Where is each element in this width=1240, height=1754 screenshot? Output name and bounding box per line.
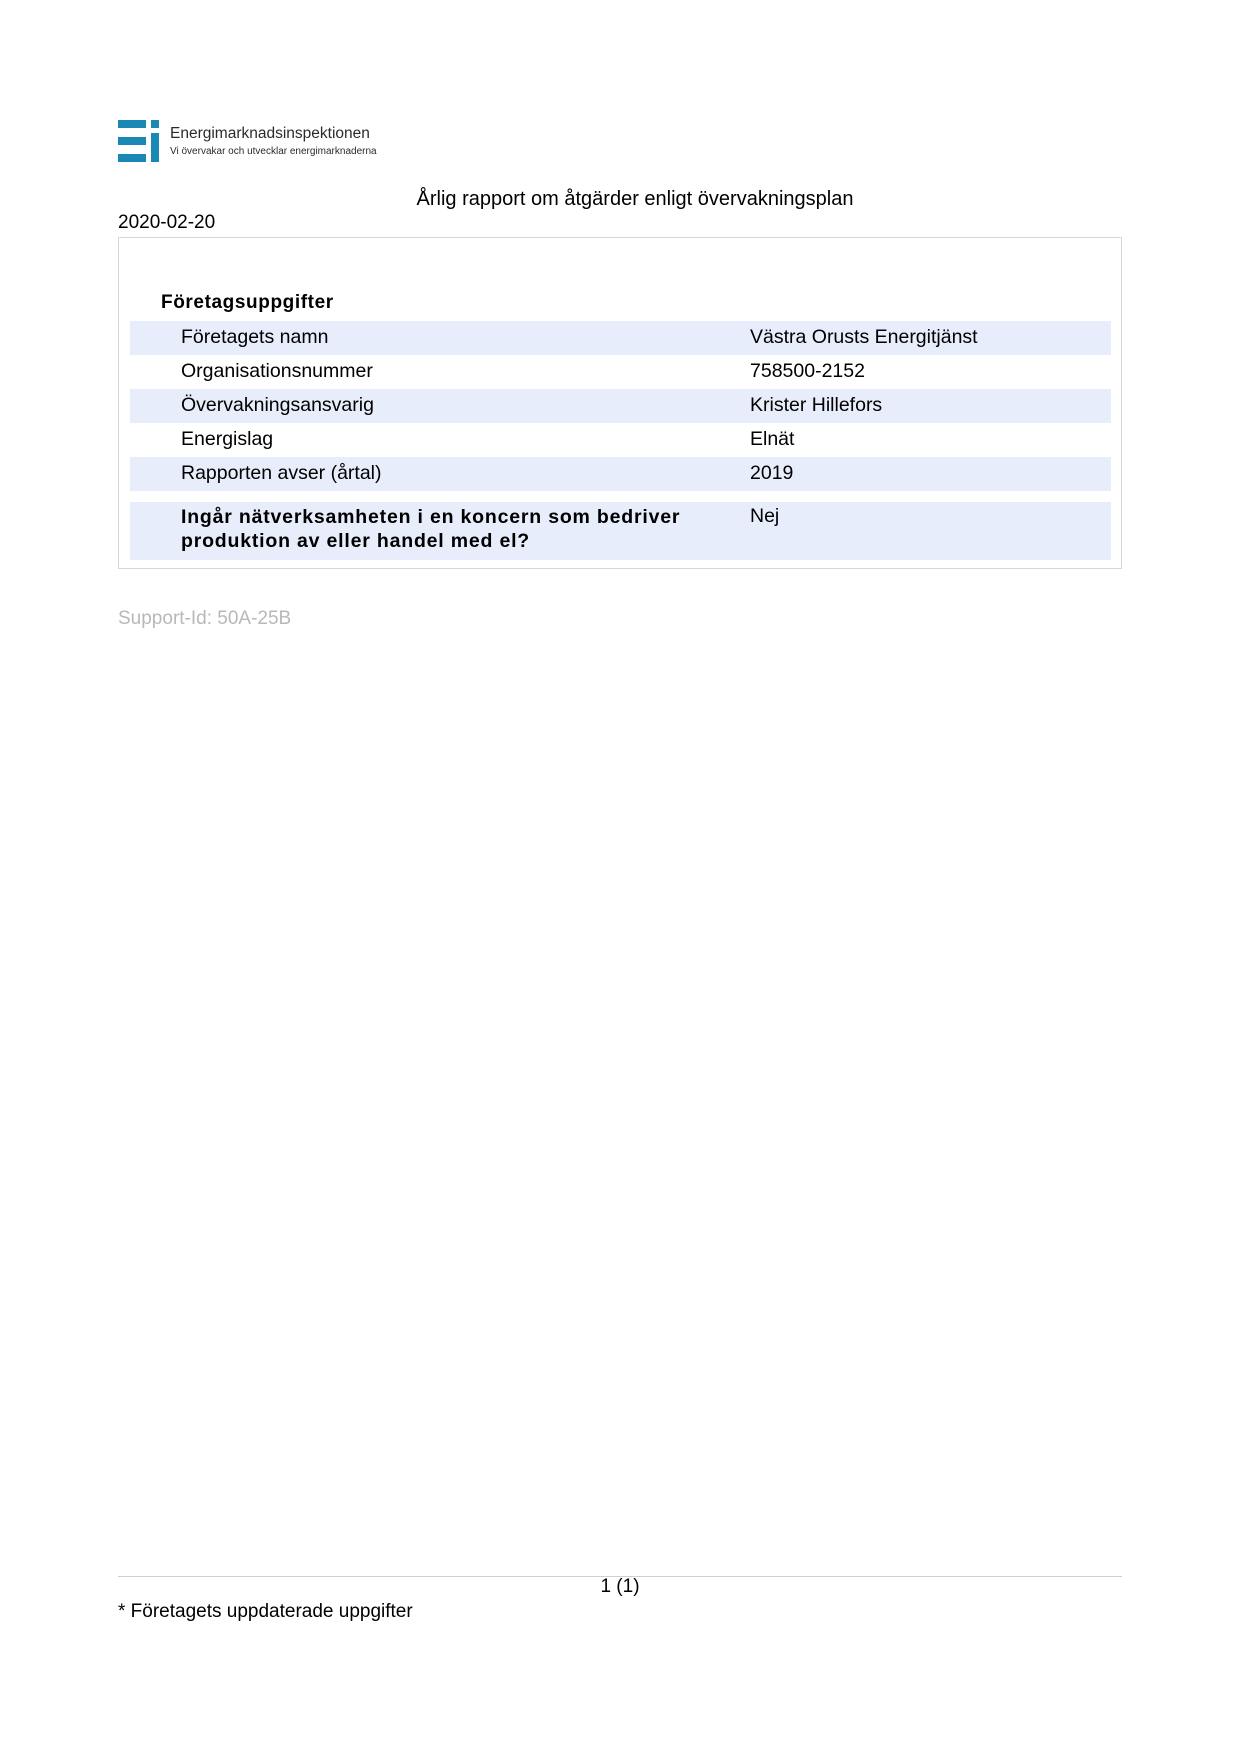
org-name: Energimarknadsinspektionen [170, 125, 370, 142]
footnote: * Företagets uppdaterade uppgifter [118, 1601, 413, 1622]
row-value: 2019 [750, 462, 794, 484]
row-value: 758500-2152 [750, 360, 865, 382]
row-value: Elnät [750, 428, 795, 450]
row-label: Organisationsnummer [181, 360, 373, 382]
org-tagline: Vi övervakar och utvecklar energimarknaderna [170, 146, 377, 157]
info-row-company-name [130, 321, 1111, 355]
row-value: Västra Orusts Energitjänst [750, 326, 978, 348]
row-label: Energislag [181, 428, 274, 450]
page-number: 1 (1) [600, 1576, 640, 1597]
row-label: Ingår nätverksamheten i en koncern som bedriver produktion av eller handel med el? [181, 506, 681, 552]
document-title: Årlig rapport om åtgärder enligt övervakningsplan [416, 188, 854, 210]
support-id: Support-Id: 50A-25B [118, 608, 292, 629]
row-value: Krister Hillefors [750, 394, 883, 416]
info-row-report-year [130, 457, 1111, 491]
company-info-card [118, 237, 1122, 569]
info-row-energy-type [130, 423, 1111, 457]
row-label: Övervakningsansvarig [181, 394, 374, 416]
info-row-group-question [130, 502, 1111, 560]
row-label: Företagets namn [181, 326, 329, 348]
org-logo [118, 120, 377, 162]
ei-logo-icon [118, 120, 162, 162]
row-label: Rapporten avser (årtal) [181, 462, 382, 484]
row-value: Nej [750, 505, 780, 527]
info-row-monitoring-responsible [130, 389, 1111, 423]
info-row-org-number [130, 355, 1111, 389]
section-title: Företagsuppgifter [161, 292, 334, 313]
document-date: 2020-02-20 [118, 212, 216, 233]
